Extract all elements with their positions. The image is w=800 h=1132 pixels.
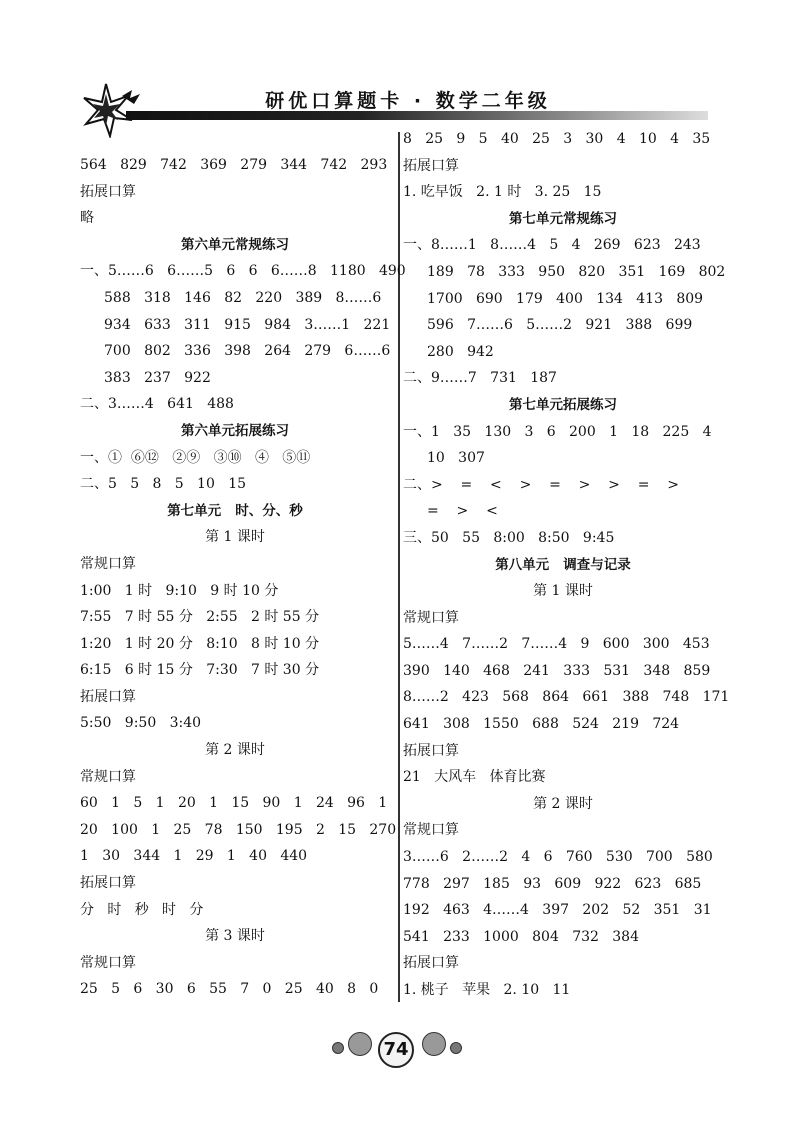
answer-line: 778 297 185 93 609 922 623 685 [403, 875, 702, 892]
lesson-heading: 第 1 课时 [533, 583, 593, 600]
answer-line: 20 100 1 25 78 150 195 2 15 270 [80, 821, 397, 838]
answer-line: 三、50 55 8:00 8:50 9:45 [403, 529, 615, 546]
answer-line: 一、① ⑥⑫ ②⑨ ③⑩ ④ ⑤⑪ [80, 449, 311, 466]
answer-line: = > < [427, 503, 498, 520]
answer-line: 常规口算 [403, 822, 459, 839]
answer-line: 略 [80, 210, 94, 227]
answer-line: 1:20 1 时 20 分 8:10 8 时 10 分 [80, 635, 320, 652]
answer-line: 二、9……7 731 187 [403, 370, 557, 387]
answer-line: 280 942 [427, 343, 494, 360]
answer-line: 拓展口算 [403, 742, 459, 759]
answer-line: 934 633 311 915 984 3……1 221 [104, 316, 391, 333]
left-column [80, 152, 406, 1003]
answer-line: 常规口算 [80, 768, 136, 785]
answer-line: 1700 690 179 400 134 413 809 [427, 290, 704, 307]
lesson-heading: 第 2 课时 [205, 742, 265, 759]
section-heading: 第六单元拓展练习 [181, 422, 289, 439]
answer-line: 564 829 742 369 279 344 742 293 [80, 157, 388, 173]
answer-line: 192 463 4……4 397 202 52 351 31 [403, 902, 712, 919]
answer-line: 一、5……6 6……5 6 6 6……8 1180 490 [80, 263, 406, 280]
answer-line: 常规口算 [403, 609, 459, 626]
lesson-heading: 第 1 课时 [205, 529, 265, 546]
lesson-heading: 第 3 课时 [205, 928, 265, 945]
answer-line: 189 78 333 950 820 351 169 802 [427, 263, 726, 280]
answer-line: 拓展口算 [80, 688, 136, 705]
page-number: 74 [378, 1032, 414, 1068]
answer-line: 390 140 468 241 333 531 348 859 [403, 662, 711, 679]
decorative-dot-icon [348, 1032, 372, 1056]
decorative-dot-icon [422, 1032, 446, 1056]
answer-line: 541 233 1000 804 732 384 [403, 928, 639, 945]
answer-line: 6:15 6 时 15 分 7:30 7 时 30 分 [80, 662, 320, 679]
answer-line: 641 308 1550 688 524 219 724 [403, 716, 680, 733]
answer-line: 5……4 7……2 7……4 9 600 300 453 [403, 636, 710, 653]
answer-line: 5:50 9:50 3:40 [80, 715, 202, 732]
answer-line: 7:55 7 时 55 分 2:55 2 时 55 分 [80, 609, 320, 626]
decorative-dot-icon [332, 1042, 344, 1054]
answer-line: 21 大风车 体育比赛 [403, 769, 546, 786]
answer-line: 分 时 秒 时 分 [80, 901, 204, 918]
answer-line: 1 30 344 1 29 1 40 440 [80, 848, 308, 865]
answer-line: 拓展口算 [80, 183, 136, 200]
section-heading: 第七单元 时、分、秒 [167, 502, 303, 519]
page-footer [330, 1030, 470, 1066]
answer-line: 1:00 1 时 9:10 9 时 10 分 [80, 582, 279, 599]
star-emblem-icon [78, 82, 148, 138]
answer-line: 8 25 9 5 40 25 3 30 4 10 4 35 [403, 131, 711, 147]
answer-line: 二、> = < > = > > = > [403, 476, 679, 493]
answer-line: 常规口算 [80, 954, 136, 971]
answer-line: 二、5 5 8 5 10 15 [80, 476, 247, 493]
answer-line: 1. 桃子 苹果 2. 10 11 [403, 982, 571, 998]
header-title: 研优口算题卡 · 数学二年级 [265, 90, 551, 112]
answer-line: 60 1 5 1 20 1 15 90 1 24 96 1 [80, 795, 388, 812]
answer-line: 一、8……1 8……4 5 4 269 623 243 [403, 237, 701, 254]
answer-line: 25 5 6 30 6 55 7 0 25 40 8 0 [80, 981, 379, 998]
answer-line: 3……6 2……2 4 6 760 530 700 580 [403, 849, 713, 866]
answer-line: 1. 吃早饭 2. 1 时 3. 25 15 [403, 184, 602, 201]
answer-line: 383 237 922 [104, 369, 211, 386]
answer-line: 700 802 336 398 264 279 6……6 [104, 343, 391, 360]
answer-line: 596 7……6 5……2 921 388 699 [427, 317, 693, 334]
answer-line: 拓展口算 [403, 955, 459, 972]
decorative-dot-icon [450, 1042, 462, 1054]
answer-line: 一、1 35 130 3 6 200 1 18 225 4 [403, 423, 712, 440]
section-heading: 第八单元 调查与记录 [495, 556, 631, 573]
right-column [403, 126, 730, 1004]
answer-line: 10 307 [427, 450, 485, 467]
lesson-heading: 第 2 课时 [533, 795, 593, 812]
answer-line: 拓展口算 [80, 875, 136, 892]
section-heading: 第七单元拓展练习 [509, 396, 617, 413]
section-heading: 第七单元常规练习 [509, 210, 617, 227]
answer-line: 拓展口算 [403, 157, 459, 174]
section-heading: 第六单元常规练习 [181, 236, 289, 253]
answer-line: 二、3……4 641 488 [80, 396, 234, 413]
answer-line: 常规口算 [80, 555, 136, 572]
answer-line: 588 318 146 82 220 389 8……6 [104, 289, 382, 306]
answer-line: 8……2 423 568 864 661 388 748 171 [403, 689, 730, 706]
